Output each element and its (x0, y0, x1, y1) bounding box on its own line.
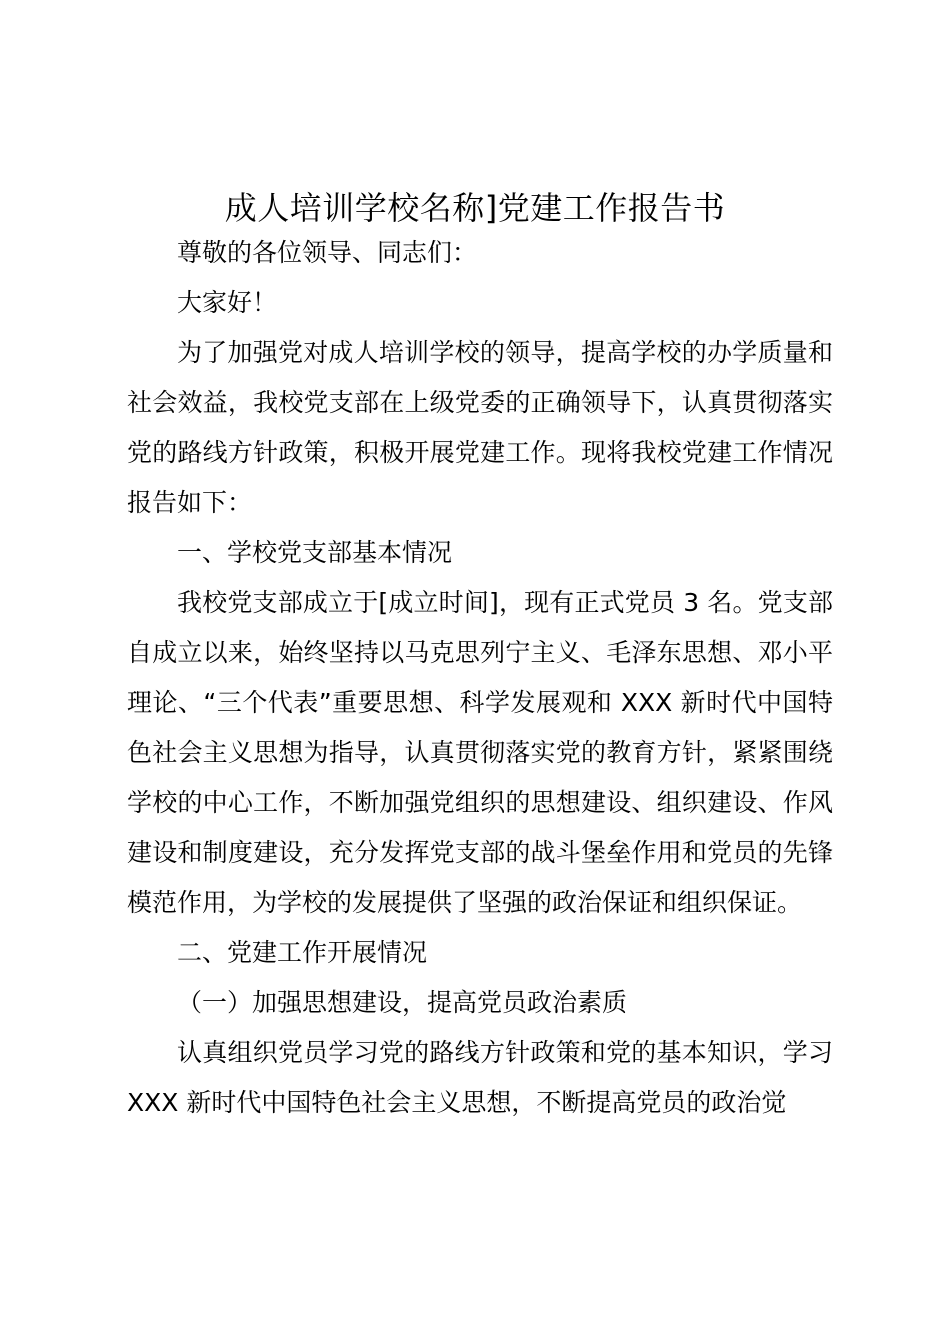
salutation: 尊敬的各位领导、同志们： (177, 238, 478, 267)
section-1-paragraph: 我校党支部成立于[成立时间]，现有正式党员 3 名。党支部自成立以来，始终坚持以马克思列宁主义、毛泽东思想、邓小平理论、“三个代表”重要思想、科学发展观和 XXX 新时代中国特色社会主义思想为指导，认真贯彻落实党的教育方针，紧紧围绕学校的中心工作，不断加强党组织的思想建设、组织建设、作风建设和制度建设，充分发挥党支部的战斗堡垒作用和党员的先锋模范作用，为学校的发展提供了坚强的政治保证和组织保证。 (127, 588, 833, 917)
document-body (127, 228, 833, 1128)
section-heading-1: 一、学校党支部基本情况 (177, 538, 453, 567)
intro-paragraph: 为了加强党对成人培训学校的领导，提高学校的办学质量和社会效益，我校党支部在上级党委的正确领导下，认真贯彻落实党的路线方针政策，积极开展党建工作。现将我校党建工作情况报告如下： (127, 338, 833, 517)
document-title: 成人培训学校名称]党建工作报告书 (224, 189, 726, 227)
subsection-1-paragraph: 认真组织党员学习党的路线方针政策和党的基本知识，学习 XXX 新时代中国特色社会主义思想，不断提高党员的政治觉 (127, 1038, 833, 1117)
greeting: 大家好！ (177, 288, 278, 317)
section-heading-2: 二、党建工作开展情况 (177, 938, 428, 967)
subsection-heading-1: （一）加强思想建设，提高党员政治素质 (177, 988, 628, 1017)
